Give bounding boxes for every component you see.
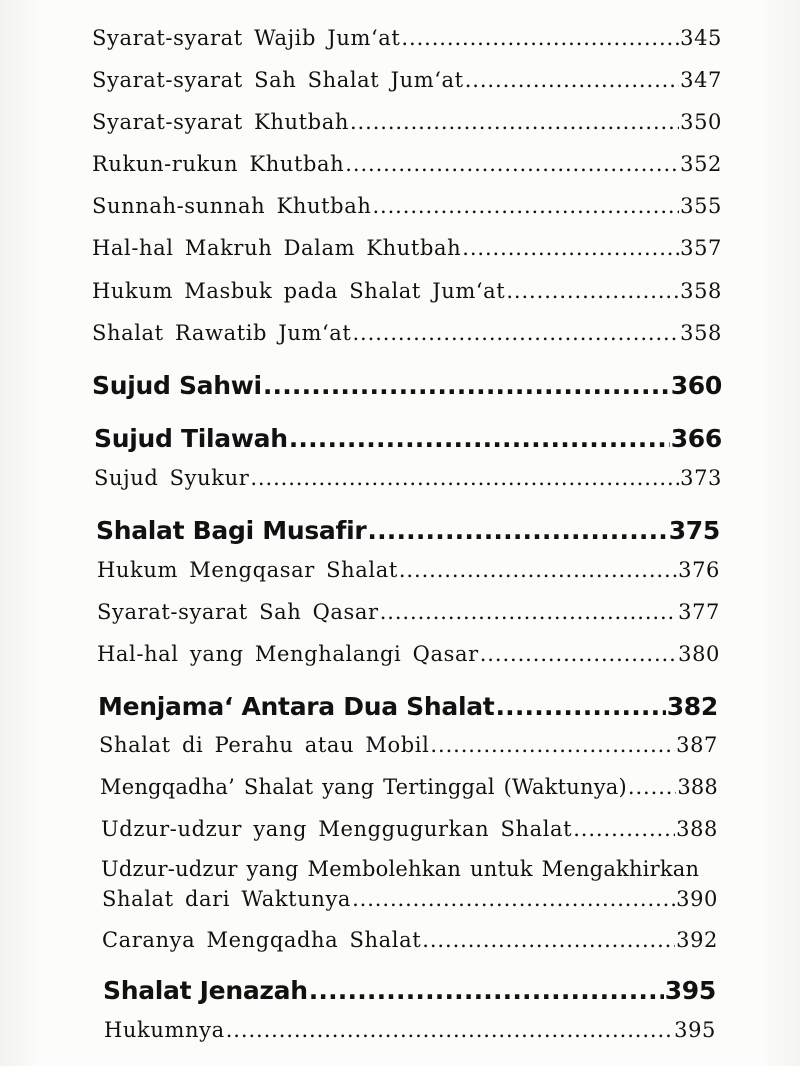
- toc-entry-title: Hukum Masbuk pada Shalat Jum‘at: [92, 279, 506, 303]
- toc-entry-page: 347: [680, 68, 722, 92]
- toc-entry-page: 392: [676, 928, 718, 952]
- toc-entry-page: 377: [678, 600, 720, 624]
- leader-dots: [495, 692, 665, 721]
- leader-dots: [399, 558, 677, 582]
- leader-dots: [480, 642, 677, 666]
- leader-dots: [309, 976, 664, 1005]
- toc-entry-page: 376: [678, 558, 720, 582]
- leader-dots: [350, 110, 679, 134]
- toc-entry-page: 345: [680, 26, 722, 50]
- toc-entry-title: Syarat-syarat Wajib Jum‘at: [92, 26, 401, 50]
- leader-dots: [226, 1018, 673, 1042]
- toc-entry[interactable]: [102, 928, 718, 952]
- toc-entry-page: 388: [676, 817, 718, 841]
- leader-dots: [263, 371, 670, 400]
- toc-entry[interactable]: [97, 600, 720, 624]
- leader-dots: [345, 152, 679, 176]
- toc-entry[interactable]: [97, 558, 720, 582]
- leader-dots: [506, 279, 679, 303]
- toc-entry-title: Rukun-rukun Khutbah: [92, 152, 345, 176]
- toc-entry-wrap-line1[interactable]: [101, 857, 718, 881]
- toc-chapter-title: Shalat Jenazah: [103, 976, 308, 1005]
- toc-entry-wrap-line2[interactable]: [102, 887, 718, 911]
- leader-dots: [380, 600, 677, 624]
- toc-entry-title: Hukum Mengqasar Shalat: [97, 558, 398, 582]
- leader-dots: [289, 424, 670, 453]
- toc-entry-title: Sujud Syukur: [94, 466, 250, 490]
- toc-chapter[interactable]: [98, 692, 718, 721]
- toc-chapter-page: 395: [664, 976, 716, 1005]
- leader-dots: [352, 887, 675, 911]
- leader-dots: [372, 194, 679, 218]
- toc-chapter[interactable]: [94, 424, 722, 453]
- toc-entry-title: Caranya Mengqadha Shalat: [102, 928, 422, 952]
- toc-chapter-title: Sujud Tilawah: [94, 424, 288, 453]
- toc-chapter[interactable]: [103, 976, 716, 1005]
- toc-entry-title: Udzur-udzur yang Membolehkan untuk Mengakhirkan: [101, 857, 700, 881]
- toc-entry-title-continued: Shalat dari Waktunya: [102, 887, 352, 911]
- toc-chapter[interactable]: [96, 516, 720, 545]
- toc-entry[interactable]: [92, 68, 722, 92]
- toc-chapter[interactable]: [92, 371, 722, 400]
- toc-entry[interactable]: [100, 775, 718, 799]
- toc-entry[interactable]: [101, 817, 718, 841]
- leader-dots: [367, 516, 667, 545]
- toc-entry-title: Syarat-syarat Sah Shalat Jum‘at: [92, 68, 464, 92]
- leader-dots: [250, 466, 679, 490]
- toc-chapter-title: Sujud Sahwi: [92, 371, 262, 400]
- leader-dots: [462, 236, 679, 260]
- toc-entry-title: Hukumnya: [104, 1018, 225, 1042]
- toc-entry[interactable]: [92, 236, 722, 260]
- toc-chapter-title: Shalat Bagi Musafir: [96, 516, 367, 545]
- toc-entry[interactable]: [92, 279, 722, 303]
- toc-entry-page: 380: [678, 642, 720, 666]
- toc-entry-title: Hal-hal Makruh Dalam Khutbah: [92, 236, 462, 260]
- toc-entry[interactable]: [92, 26, 722, 50]
- toc-entry-page: 388: [677, 775, 718, 799]
- toc-entry-title: Syarat-syarat Sah Qasar: [97, 600, 379, 624]
- toc-entry[interactable]: [92, 152, 722, 176]
- toc-entry-title: Sunnah-sunnah Khutbah: [92, 194, 372, 218]
- leader-dots: [430, 733, 675, 757]
- toc-chapter-title: Menjama‘ Antara Dua Shalat: [98, 692, 495, 721]
- toc-entry-title: Syarat-syarat Khutbah: [92, 110, 349, 134]
- toc-entry[interactable]: [92, 110, 722, 134]
- leader-dots: [573, 817, 675, 841]
- toc-entry[interactable]: [92, 321, 722, 345]
- toc-entry[interactable]: [99, 733, 718, 757]
- toc-entry-page: 395: [674, 1018, 716, 1042]
- toc-entry-title: Mengqadha’ Shalat yang Tertinggal (Waktunya): [100, 775, 627, 799]
- toc-entry-page: 358: [680, 321, 722, 345]
- toc-entry-page: 357: [680, 236, 722, 260]
- toc-entry-title: Shalat di Perahu atau Mobil: [99, 733, 430, 757]
- leader-dots: [628, 775, 676, 799]
- toc-entry[interactable]: [104, 1018, 716, 1042]
- toc-entry[interactable]: [92, 194, 722, 218]
- toc-entry-title: Udzur-udzur yang Menggugurkan Shalat: [101, 817, 573, 841]
- toc-entry-title: Shalat Rawatib Jum‘at: [92, 321, 352, 345]
- leader-dots: [422, 928, 675, 952]
- toc-chapter-page: 366: [670, 424, 722, 453]
- leader-dots: [401, 26, 679, 50]
- leader-dots: [352, 321, 679, 345]
- toc-entry-page: 352: [680, 152, 722, 176]
- toc-entry-page: 373: [680, 466, 722, 490]
- toc-chapter-page: 382: [666, 692, 718, 721]
- toc-entry-page: 355: [680, 194, 722, 218]
- toc-entry-page: 387: [676, 733, 718, 757]
- toc-entry-page: 358: [680, 279, 722, 303]
- toc-entry[interactable]: [94, 466, 722, 490]
- toc-entry-page: 390: [676, 887, 718, 911]
- toc-chapter-page: 360: [670, 371, 722, 400]
- toc-entry[interactable]: [97, 642, 720, 666]
- toc-entry-title: Hal-hal yang Menghalangi Qasar: [97, 642, 479, 666]
- leader-dots: [465, 68, 679, 92]
- toc-entry-page: 350: [680, 110, 722, 134]
- toc-chapter-page: 375: [668, 516, 720, 545]
